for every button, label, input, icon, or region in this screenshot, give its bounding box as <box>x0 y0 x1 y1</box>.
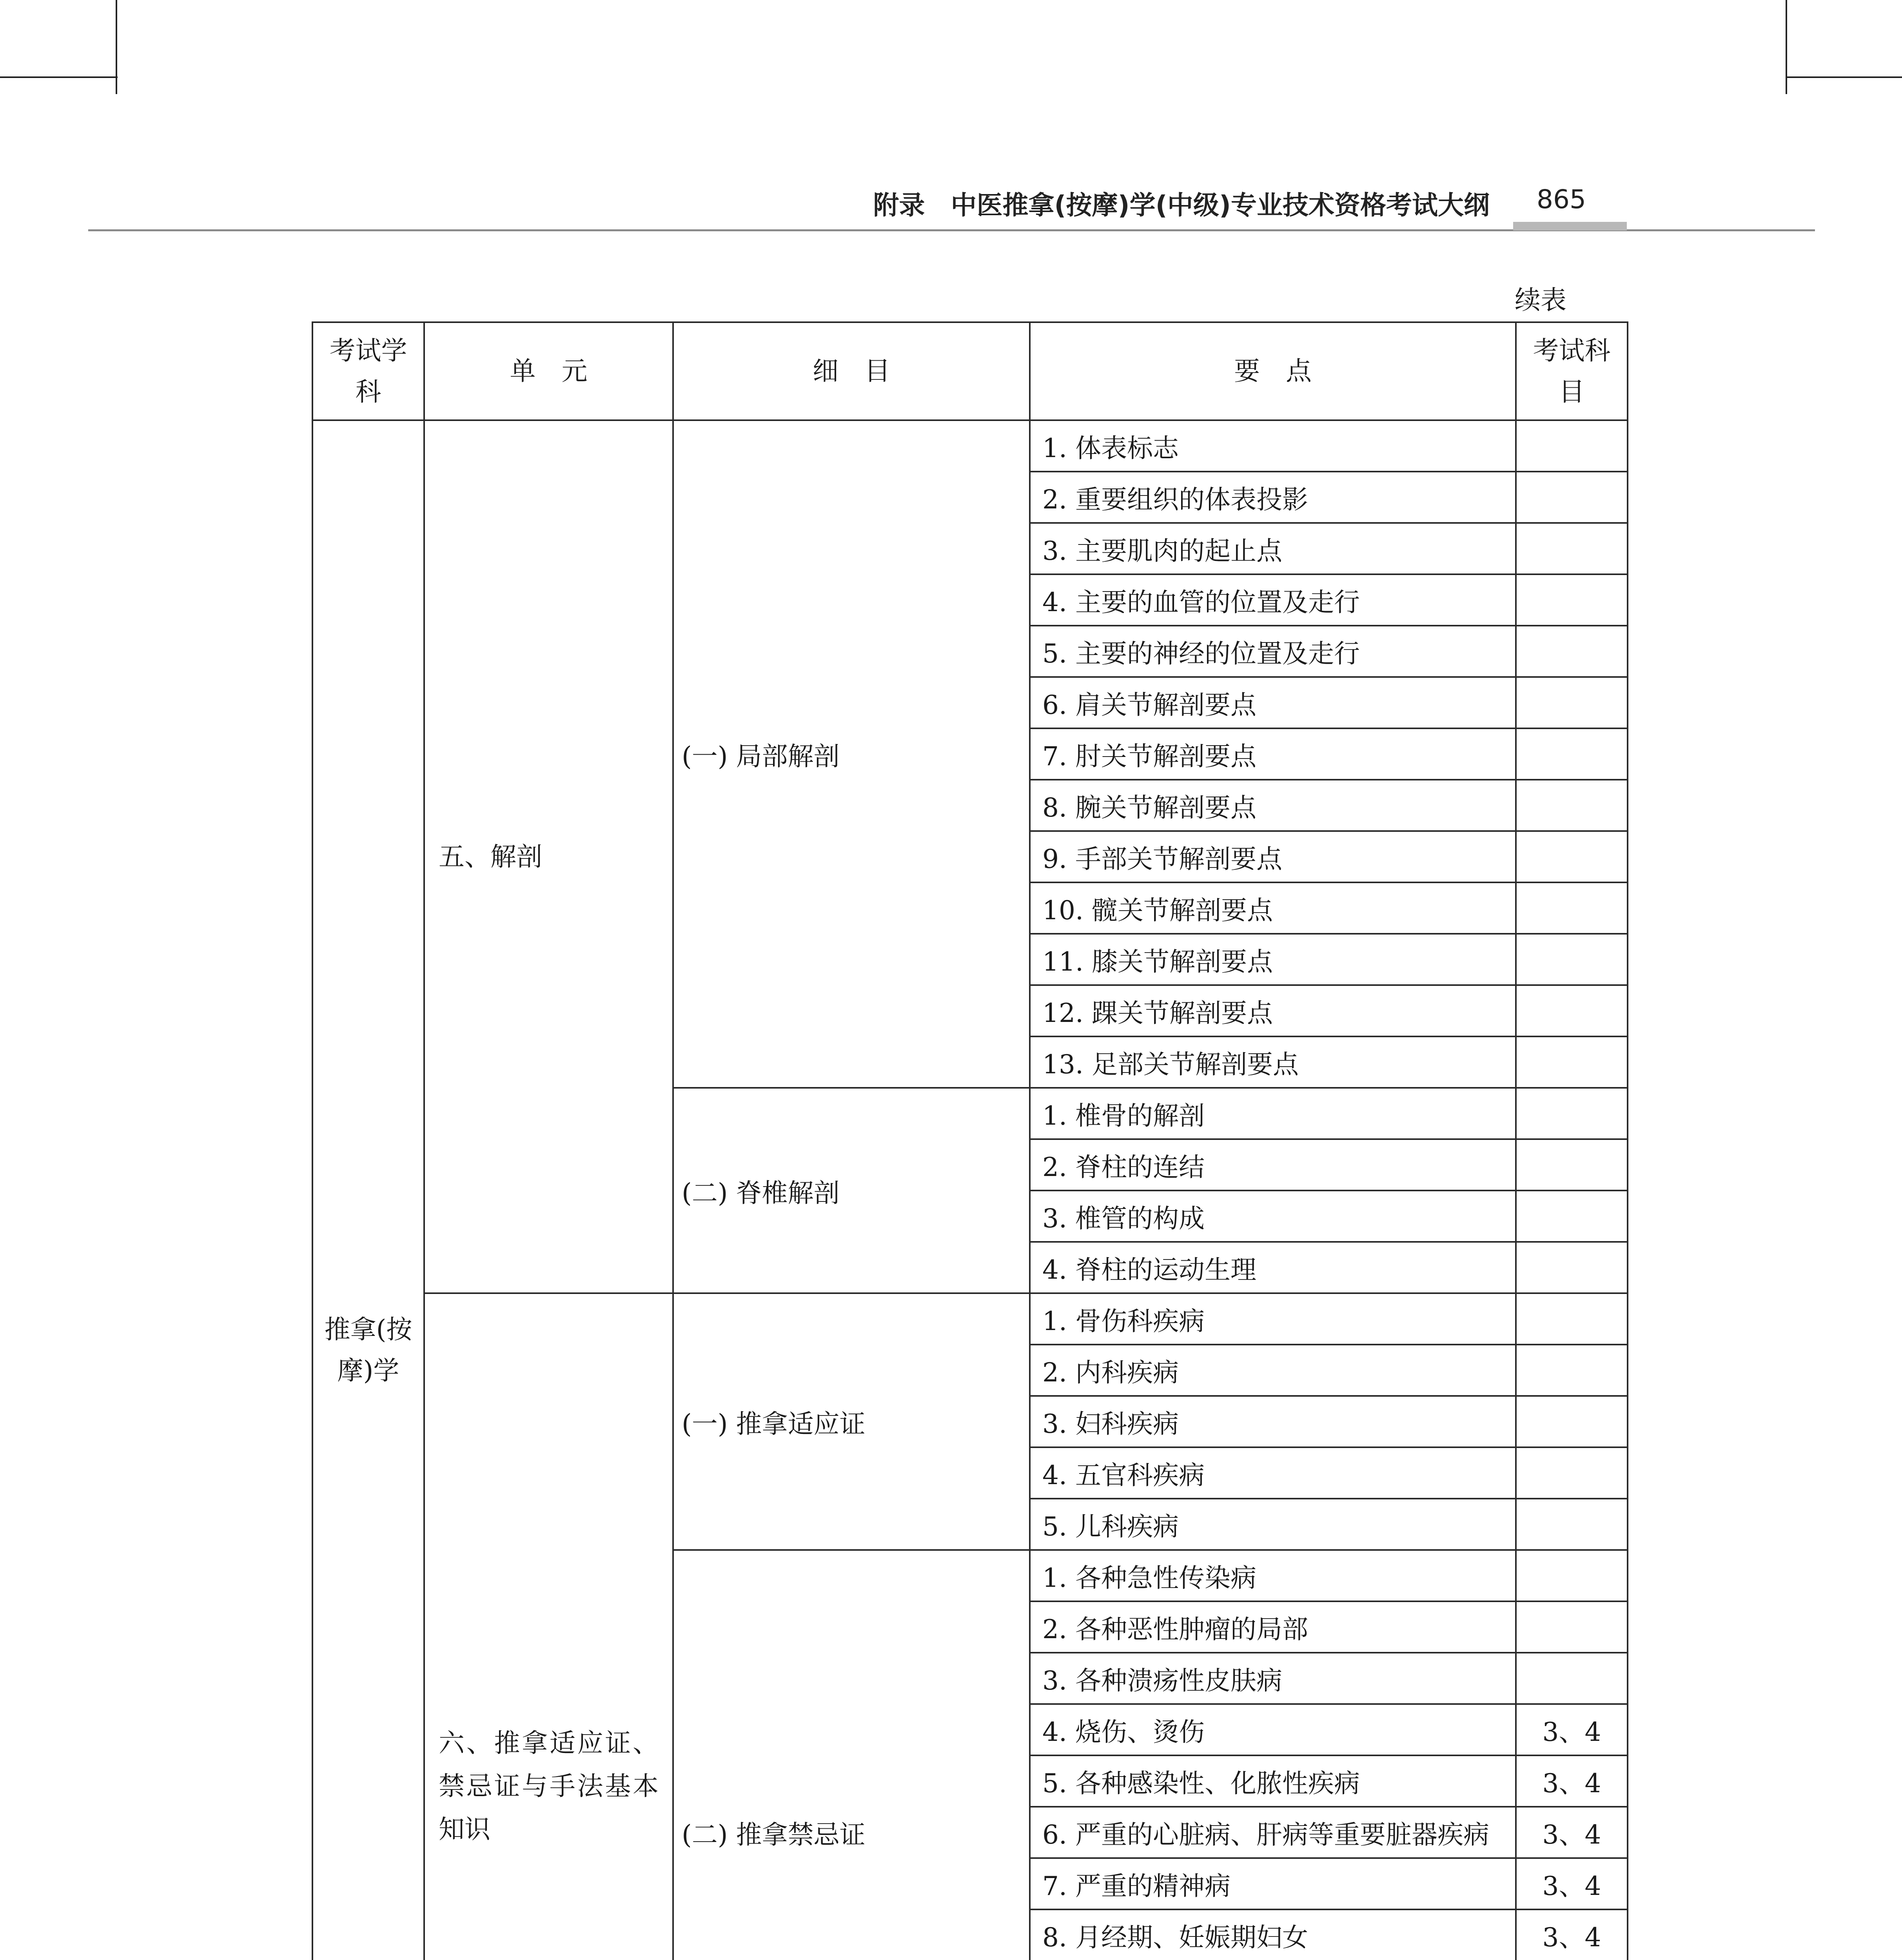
exam-cell <box>1516 1550 1628 1601</box>
table-row <box>312 420 1628 472</box>
exam-cell: 3、4 <box>1516 1755 1628 1807</box>
exam-cell <box>1516 1191 1628 1242</box>
exam-cell <box>1516 1036 1628 1088</box>
exam-cell <box>1516 626 1628 677</box>
point-cell: 5. 各种感染性、化脓性疾病 <box>1030 1755 1516 1807</box>
point-cell: 13. 足部关节解剖要点 <box>1030 1036 1516 1088</box>
crop-mark <box>1786 76 1902 78</box>
point-cell: 4. 烧伤、烫伤 <box>1030 1704 1516 1755</box>
unit-cell: 五、解剖 <box>424 420 673 1293</box>
point-cell: 1. 体表标志 <box>1030 420 1516 472</box>
header-unit: 单 元 <box>424 322 673 420</box>
unit-cell: 六、推拿适应证、禁忌证与手法基本知识 <box>424 1293 673 1960</box>
running-header-title: 附录 中医推拿(按摩)学(中级)专业技术资格考试大纲 <box>873 190 1490 220</box>
syllabus-table <box>312 321 1628 1960</box>
point-cell: 1. 椎骨的解剖 <box>1030 1088 1516 1139</box>
exam-cell <box>1516 1139 1628 1191</box>
exam-cell <box>1516 1345 1628 1396</box>
point-cell: 4. 主要的血管的位置及走行 <box>1030 574 1516 626</box>
point-cell: 5. 主要的神经的位置及走行 <box>1030 626 1516 677</box>
exam-cell <box>1516 523 1628 574</box>
exam-cell <box>1516 1447 1628 1499</box>
subject-cell: 推拿(按摩)学 <box>312 420 424 1960</box>
exam-cell <box>1516 1653 1628 1704</box>
exam-cell <box>1516 677 1628 728</box>
point-cell: 10. 髋关节解剖要点 <box>1030 882 1516 934</box>
exam-cell: 3、4 <box>1516 1807 1628 1858</box>
exam-cell <box>1516 728 1628 780</box>
exam-cell: 3、4 <box>1516 1858 1628 1909</box>
exam-cell <box>1516 882 1628 934</box>
exam-cell <box>1516 1601 1628 1653</box>
header-exam: 考试科目 <box>1516 322 1628 420</box>
point-cell: 2. 脊柱的连结 <box>1030 1139 1516 1191</box>
header-row <box>312 322 1628 420</box>
point-cell: 6. 严重的心脏病、肝病等重要脏器疾病 <box>1030 1807 1516 1858</box>
point-cell: 7. 严重的精神病 <box>1030 1858 1516 1909</box>
point-cell: 5. 儿科疾病 <box>1030 1499 1516 1550</box>
page-number: 865 <box>1537 184 1586 214</box>
point-cell: 7. 肘关节解剖要点 <box>1030 728 1516 780</box>
point-cell: 4. 脊柱的运动生理 <box>1030 1242 1516 1293</box>
point-cell: 9. 手部关节解剖要点 <box>1030 831 1516 882</box>
exam-cell: 3、4 <box>1516 1909 1628 1960</box>
point-cell: 2. 重要组织的体表投影 <box>1030 472 1516 523</box>
point-cell: 11. 膝关节解剖要点 <box>1030 934 1516 985</box>
point-cell: 2. 内科疾病 <box>1030 1345 1516 1396</box>
point-cell: 2. 各种恶性肿瘤的局部 <box>1030 1601 1516 1653</box>
header-detail: 细 目 <box>673 322 1030 420</box>
header-subject: 考试学科 <box>312 322 424 420</box>
detail-cell: (一) 局部解剖 <box>673 420 1030 1088</box>
exam-cell <box>1516 574 1628 626</box>
exam-cell <box>1516 420 1628 472</box>
exam-cell <box>1516 1396 1628 1447</box>
detail-cell: (二) 脊椎解剖 <box>673 1088 1030 1293</box>
table-row <box>312 1293 1628 1345</box>
crop-mark <box>0 76 118 78</box>
continuation-label: 续表 <box>1515 285 1566 315</box>
exam-cell <box>1516 985 1628 1036</box>
crop-mark <box>116 0 117 94</box>
point-cell: 8. 腕关节解剖要点 <box>1030 780 1516 831</box>
exam-cell <box>1516 1293 1628 1345</box>
point-cell: 3. 椎管的构成 <box>1030 1191 1516 1242</box>
exam-cell <box>1516 831 1628 882</box>
exam-cell <box>1516 780 1628 831</box>
header-band <box>1513 222 1627 230</box>
exam-cell <box>1516 1242 1628 1293</box>
exam-cell: 3、4 <box>1516 1704 1628 1755</box>
detail-cell: (一) 推拿适应证 <box>673 1293 1030 1550</box>
point-cell: 4. 五官科疾病 <box>1030 1447 1516 1499</box>
exam-cell <box>1516 1088 1628 1139</box>
exam-cell <box>1516 934 1628 985</box>
point-cell: 1. 骨伤科疾病 <box>1030 1293 1516 1345</box>
point-cell: 6. 肩关节解剖要点 <box>1030 677 1516 728</box>
header-point: 要 点 <box>1030 322 1516 420</box>
exam-cell <box>1516 472 1628 523</box>
detail-cell: (二) 推拿禁忌证 <box>673 1550 1030 1960</box>
point-cell: 1. 各种急性传染病 <box>1030 1550 1516 1601</box>
point-cell: 3. 妇科疾病 <box>1030 1396 1516 1447</box>
point-cell: 12. 踝关节解剖要点 <box>1030 985 1516 1036</box>
point-cell: 3. 主要肌肉的起止点 <box>1030 523 1516 574</box>
crop-mark <box>1786 0 1787 94</box>
exam-cell <box>1516 1499 1628 1550</box>
point-cell: 3. 各种溃疡性皮肤病 <box>1030 1653 1516 1704</box>
point-cell: 8. 月经期、妊娠期妇女 <box>1030 1909 1516 1960</box>
